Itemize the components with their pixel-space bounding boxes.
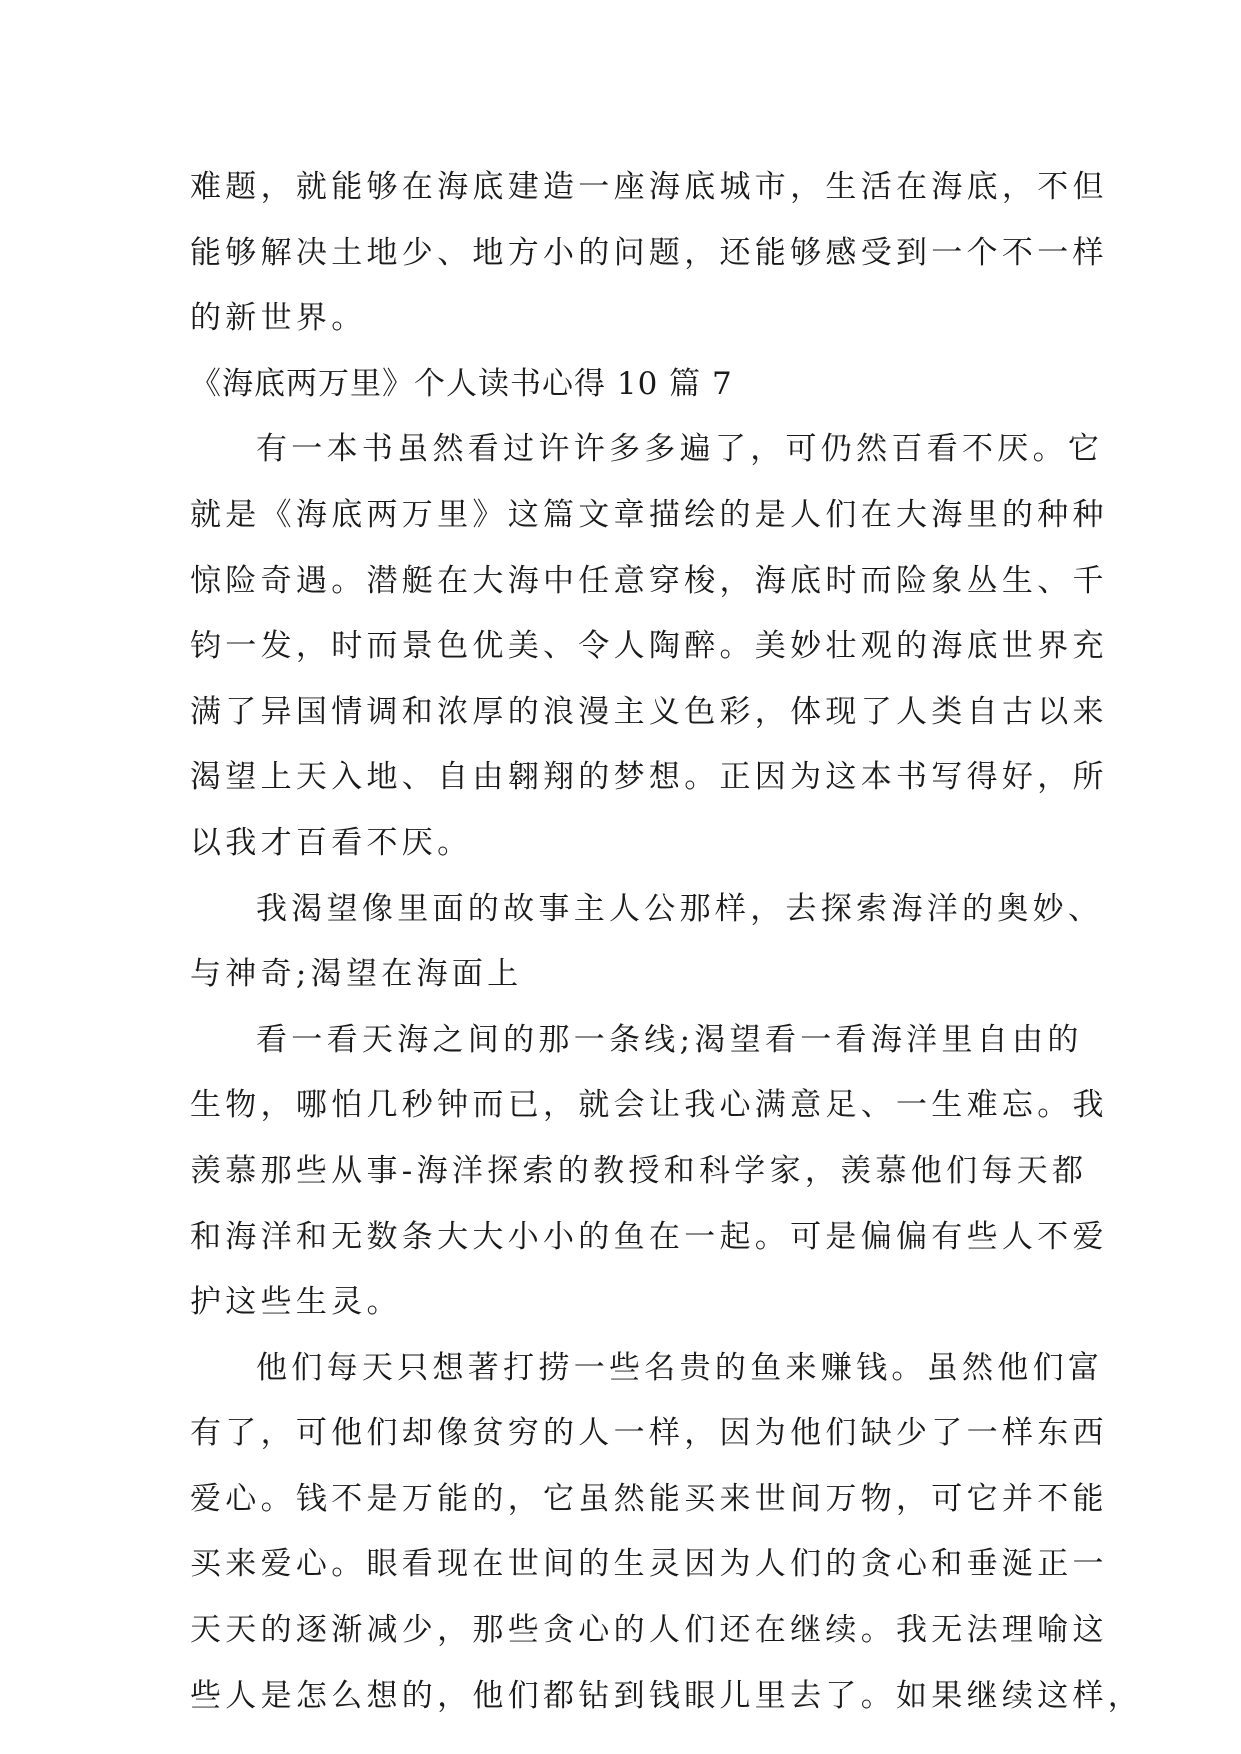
- text-line: 满了异国情调和浓厚的浪漫主义色彩，体现了人类自古以来: [190, 693, 1108, 730]
- text-line: 买来爱心。眼看现在世间的生灵因为人们的贪心和垂涎正一: [190, 1546, 1108, 1583]
- text-line: 难题，就能够在海底建造一座海底城市，生活在海底，不但: [190, 169, 1108, 205]
- text-line: 护这些生灵。: [190, 1284, 402, 1321]
- section-heading: 《海底两万里》个人读书心得 10 篇 7: [190, 365, 733, 402]
- text-line: 羡慕那些从事-海洋探索的教授和科学家，羡慕他们每天都: [190, 1152, 1088, 1189]
- text-line: 爱心。钱不是万能的，它虽然能买来世间万物，可它并不能: [190, 1480, 1108, 1517]
- text-line: 天天的逐渐减少，那些贪心的人们还在继续。我无法理喻这: [190, 1612, 1108, 1649]
- text-line: 渴望上天入地、自由翱翔的梦想。正因为这本书写得好，所: [190, 759, 1108, 796]
- text-line: 和海洋和无数条大大小小的鱼在一起。可是偏偏有些人不爱: [190, 1218, 1108, 1255]
- document-body: [190, 155, 1144, 1729]
- text-line: 就是《海底两万里》这篇文章描绘的是人们在大海里的种种: [190, 496, 1108, 533]
- paragraph-first-line: 有一本书虽然看过许许多多遍了，可仍然百看不厌。它: [256, 431, 1104, 468]
- text-line: 有了，可他们却像贫穷的人一样，因为他们缺少了一样东西: [190, 1415, 1108, 1452]
- text-line: 惊险奇遇。潜艇在大海中任意穿梭，海底时而险象丛生、千: [190, 562, 1108, 599]
- paragraph-first-line: 他们每天只想著打捞一些名贵的鱼来赚钱。虽然他们富: [256, 1349, 1104, 1386]
- text-line: 能够解决土地少、地方小的问题，还能够感受到一个不一样: [190, 234, 1108, 271]
- text-line: 些人是怎么想的，他们都钻到钱眼儿里去了。如果继续这样，: [190, 1677, 1144, 1714]
- text-line: 钧一发，时而景色优美、令人陶醉。美妙壮观的海底世界充: [190, 628, 1108, 665]
- text-line: 与神奇;渴望在海面上: [190, 956, 523, 993]
- text-line: 生物，哪怕几秒钟而已，就会让我心满意足、一生难忘。我: [190, 1087, 1108, 1124]
- text-line: 以我才百看不厌。: [190, 824, 473, 861]
- text-line: 的新世界。: [190, 300, 367, 337]
- paragraph-first-line: 我渴望像里面的故事主人公那样，去探索海洋的奥妙、: [256, 890, 1104, 927]
- paragraph-first-line: 看一看天海之间的那一条线;渴望看一看海洋里自由的: [256, 1021, 1083, 1058]
